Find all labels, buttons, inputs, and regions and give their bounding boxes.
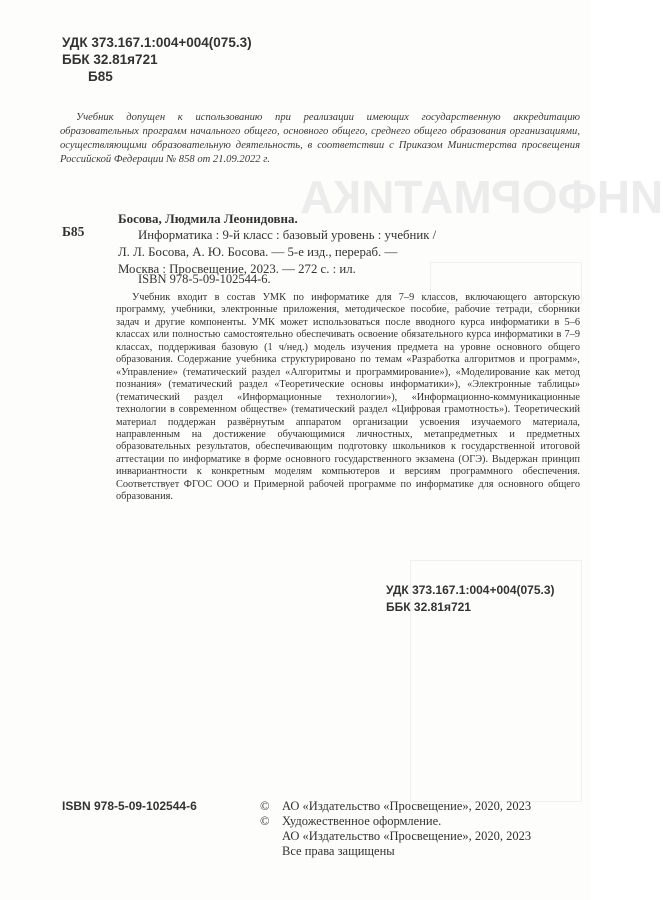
udc-classification-bottom (386, 582, 555, 616)
copyright-block (260, 799, 531, 859)
copyright-text: АО «Издательство «Просвещение», 2020, 2023 (282, 799, 532, 813)
copyright-text: АО «Издательство «Просвещение», 2020, 2023 (282, 829, 532, 843)
isbn-footer: ISBN 978-5-09-102544-6 (62, 799, 197, 813)
bibliographic-record (118, 227, 578, 278)
copyright-text: Все права защищены (282, 844, 395, 858)
copyright-symbol: © (260, 814, 270, 828)
udc-code: УДК 373.167.1:004+004(075.3) (62, 35, 252, 50)
copyright-text: Художественное оформление. (282, 814, 442, 828)
book-annotation: Учебник входит в состав УМК по информатике для 7–9 классов, включающего авторскую программу, учебники, электронные приложения, методическое пособие, рабочие тетради, сборники задач и другие компоненты. УМК может использоваться после вводного курса информатики в 5–6 классах или полностью самостоятельно обеспечивать освоение обязательного курса информатики в 7–9 классах, поддерживая базовую (1 ч/нед.) модель изучения предмета на уровне основного общего образования. Содержание учебника структурировано по темам «Разработка алгоритмов и программ», «Управление» (тематический раздел «Алгоритмы и программирование»), «Моделирование как метод познания» (тематический раздел «Теоретические основы информатики»), «Электронные таблицы» (тематический раздел «Информационные технологии»), «Информационно-коммуникационные технологии в современном обществе» (тематический раздел «Цифровая грамотность»). Теоретический материал поддержан развёрнутым аппаратом организации усвоения изучаемого материала, направленным на достижение обучающимися личностных, метапредметных и предметных образовательных результатов, обеспечивающим подготовку школьников к государственной итоговой аттестации по информатике в форме основного государственного экзамена (ОГЭ). Выдержан принцип инвариантности к конкретным моделям компьютеров и версиям программного обеспечения. Соответствует ФГОС ООО и Примерной рабочей программе по информатике для основного общего образования. (116, 292, 580, 503)
copyright-line (260, 799, 531, 814)
biblio-line-authors: Л. Л. Босова, А. Ю. Босова. — 5-е изд., перераб. — (118, 245, 398, 259)
author-heading: Босова, Людмила Леонидовна. (118, 211, 298, 226)
author-mark-left: Б85 (62, 224, 85, 239)
bbk-code: ББК 32.81я721 (62, 52, 158, 67)
copyright-line (260, 829, 531, 844)
biblio-line-publisher: Москва : Просвещение, 2023. — 272 с. : ил. (118, 262, 356, 276)
copyright-line (260, 814, 531, 829)
isbn-record: ISBN 978-5-09-102544-6. (138, 272, 271, 286)
copyright-symbol: © (260, 799, 270, 813)
udc-classification-top (62, 34, 252, 85)
rights-reserved (260, 844, 531, 859)
author-mark: Б85 (88, 69, 113, 84)
show-through-title: ИНФОРМАТИКА (300, 171, 663, 223)
approval-note: Учебник допущен к использованию при реализации имеющих государственную аккредитацию образовательных программ начального общего, основного общего, среднего общего образования организациями, осуществляющими образовательную деятельность, в соответствии с Приказом Министерства просвещения Российской Федерации № 858 от 21.09.2022 г. (60, 112, 580, 165)
bbk-code-bottom: ББК 32.81я721 (386, 600, 471, 614)
biblio-line-title: Информатика : 9-й класс : базовый уровень : учебник / (138, 228, 437, 242)
udc-code-bottom: УДК 373.167.1:004+004(075.3) (386, 583, 555, 597)
